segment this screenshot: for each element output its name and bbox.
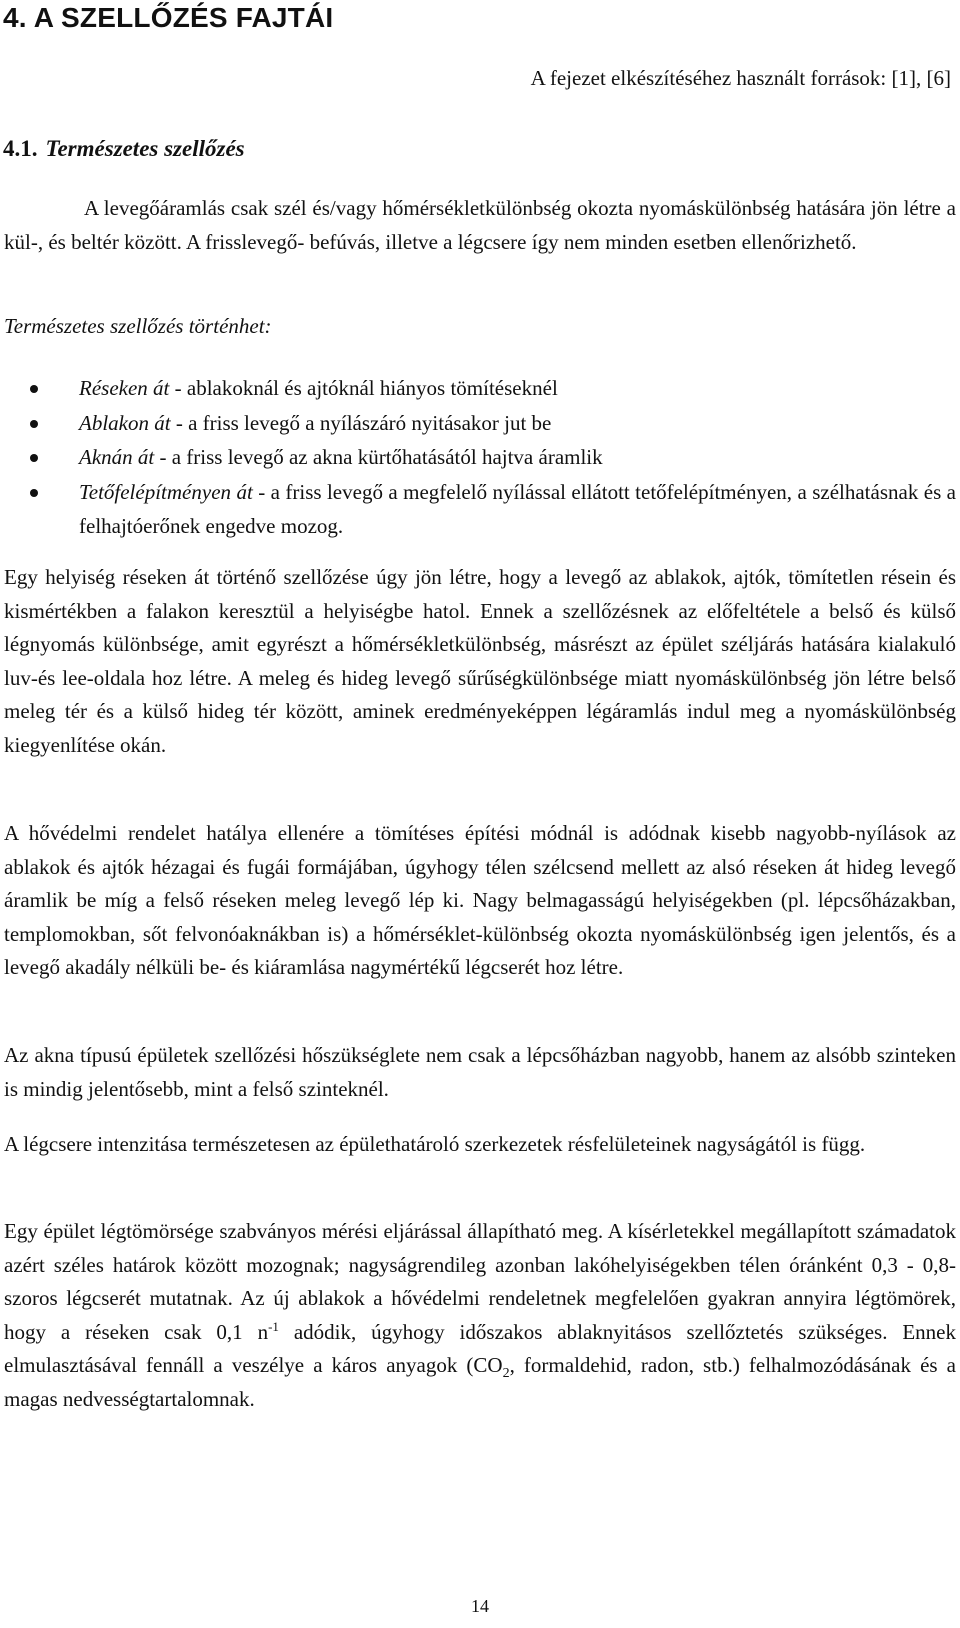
list-item-text: - ablakoknál és ajtóknál hiányos tömítéseknél [169,376,558,400]
section-heading [3,136,245,162]
list-item [0,475,956,544]
sources-note: A fejezet elkészítéséhez használt források: [1], [6] [530,66,951,90]
paragraph-airtightness [4,1215,956,1416]
airtightness-text-3: , formaldehid, radon, stb.) felhalmozódásának és a magas nedvességtartalomnak. [4,1353,956,1411]
section-title: Természetes szellőzés [45,136,245,161]
list-item [0,371,956,406]
subscript: 2 [502,1366,510,1382]
bullet-icon [30,420,38,428]
chapter-title: 4. A SZELLŐZÉS FAJTÁI [3,2,334,33]
list-subheading: Természetes szellőzés történhet: [4,314,272,338]
paragraph-air-exchange-intensity: A légcsere intenzitása természetesen az épülethatároló szerkezetek résfelületeinek nagyságától is függ. [4,1132,866,1156]
list-item-term: Aknán át [79,445,155,469]
list-item-text: - a friss levegő a megfelelő nyílással ellátott tetőfelépítményen, a szélhatásnak és a felhajtóerőnek engedve mozog. [79,479,956,538]
list-item [0,440,956,475]
bullet-icon [30,489,38,497]
bullet-icon [30,385,38,393]
page-number: 14 [471,1596,489,1616]
list-item-term: Tetőfelépítményen át [79,479,253,504]
paragraph-shaft-buildings: Az akna típusú épületek szellőzési hőszükséglete nem csak a lépcsőházban nagyobb, hanem az alsóbb szinteken is mindig jelentősebb, mint a felső szinteknél. [4,1043,956,1101]
paragraph-airtight-construction: A hővédelmi rendelet hatálya ellenére a tömítéses építési módnál is adódnak kisebb nagyobb-nyílások az ablakok és ajtók hézagai és fugái formájában, úgyhogy télen szélcsend mellett az alsó réseken át hideg levegő áramlik be míg a felső réseken meleg levegő lép ki. Nagy belmagasságú helyiségekben (pl. lépcsőházakban, templomokban, sőt felvonóaknákban is) a hőmérséklet-különbség okozta nyomáskülönbség igen jelentős, és a levegő akadály nélküli be- és kiáramlása nagymértékű légcserét hoz létre. [4,821,956,979]
airtightness-text-1: Egy épület légtömörsége szabványos mérési eljárással állapítható meg. A kísérletekkel megállapított számadatok azért széles határok között mozognak; nagyságrendileg azonban lakóhelyiségekben télen óránként 0,3 - 0,8-szoros légcserét mutatnak. Az új ablakok a hővédelmi rendeletnek megfelelően gyakran annyira légtömörek, hogy a réseken csak 0,1 n [4,1219,956,1344]
list-item-term: Ablakon át [79,410,171,435]
airtightness-text-2: adódik, úgyhogy időszakos ablaknyitásos szellőztetés szükséges. Ennek elmulasztásával fennáll a veszélye a káros anyagok (CO [4,1319,957,1377]
paragraph-crack-ventilation: Egy helyiség réseken át történő szellőzése úgy jön létre, hogy a levegő az ablakok, ajtók, tömítetlen résein és kismértékben a falakon keresztül a helyiségbe hatol. Ennek a szellőzésnek az előfeltétele a belső és külső légnyomás különbsége, amit egyrészt a hőmérsékletkülönbség, másrészt az épület széljárás hatására kialakuló luv-és lee-oldala hoz létre. A meleg és hideg levegő sűrűségkülönbsége miatt nyomáskülönbség jön létre belső meleg tér és a külső hideg tér között, aminek eredményeképpen légáramlás indul meg a nyomáskülönbség kiegyenlítése okán. [4,565,956,757]
section-number: 4.1. [3,136,38,161]
intro-paragraph: A levegőáramlás csak szél és/vagy hőmérsékletkülönbség okozta nyomáskülönbség hatására jön létre a kül-, és beltér között. A frisslevegő- befúvás, illetve a légcsere így nem minden esetben ellenőrizhető. [4,196,956,254]
list-item [0,406,956,441]
exponent: -1 [268,1318,279,1334]
list-item-term: Réseken át [79,376,170,400]
list-item-text: - a friss levegő a nyílászáró nyitásakor jut be [170,410,552,435]
list-item-text: - a friss levegő az akna kürtőhatásától hajtva áramlik [154,445,603,469]
ventilation-types-list [0,371,956,544]
bullet-icon [30,454,38,462]
